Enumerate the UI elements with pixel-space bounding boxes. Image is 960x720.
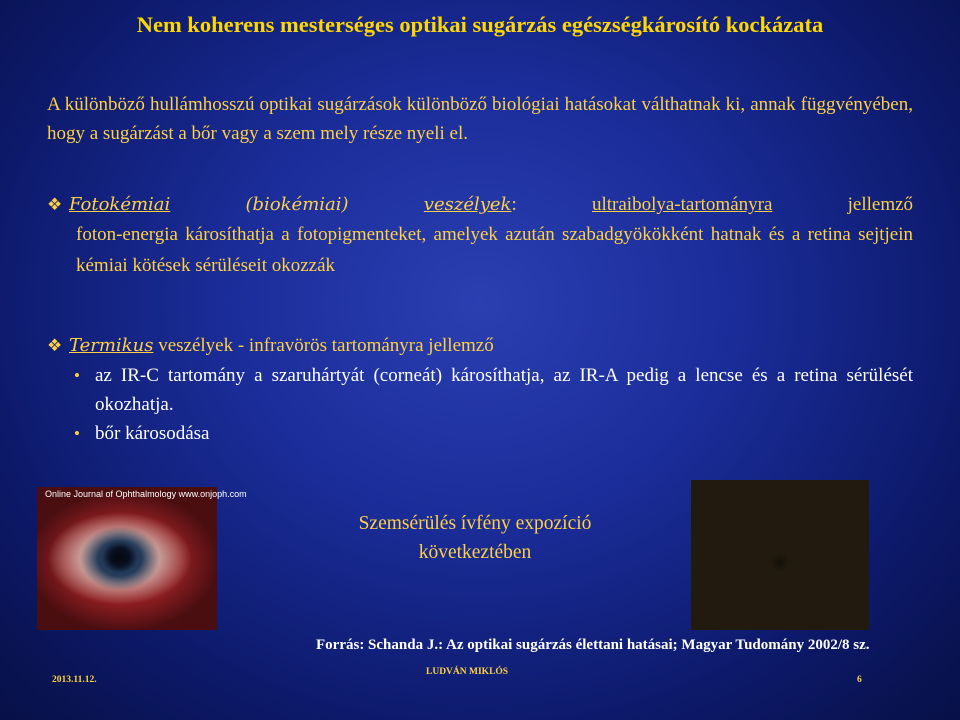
dot-bullet-icon: • xyxy=(74,366,80,385)
thermal-description: veszélyek - infravörös tartományra jellemző xyxy=(153,335,494,356)
thermal-sub-list xyxy=(74,361,913,448)
sub-item-text: az IR-C tartomány a szaruhártyát (corneát) károsíthatja, az IR-A pedig a lencse és a retina sérülését okozhatja. xyxy=(95,365,913,415)
intro-paragraph: A különböző hullámhosszú optikai sugárzások különböző biológiai hatásokat válthatnak ki, annak függvényében, hogy a sugárzást a bőr vagy a szem mely része nyeli el. xyxy=(47,94,913,144)
bullet-thermal xyxy=(47,330,913,448)
bullet-photochemical xyxy=(47,190,913,281)
colon: : xyxy=(511,194,517,215)
bullet-photochemical-body: foton-energia károsíthatja a fotopigmenteket, amelyek azután szabadgyökökként hatnak és a retina sejtjein kémiai kötések sérüléseit okozzák xyxy=(76,224,913,276)
term-photochemical: Fotokémiai xyxy=(69,194,171,215)
bullet-photochemical-heading xyxy=(47,190,913,219)
sub-item-ir-c xyxy=(74,361,913,419)
sub-item-skin xyxy=(74,419,913,448)
eye-injury-photo-left xyxy=(37,487,247,630)
term-biochemical: (biokémiai) xyxy=(245,194,349,215)
footer-page-number: 6 xyxy=(857,675,862,685)
term-uv-range: ultraibolya-tartományra xyxy=(591,194,773,215)
slide-title: Nem koherens mesterséges optikai sugárzás egészségkárosító kockázata xyxy=(136,12,824,37)
term-characteristic: jellemző xyxy=(847,194,914,215)
diamond-bullet-icon: ❖ xyxy=(47,195,63,214)
term-hazards: veszélyek xyxy=(423,194,512,215)
photo-watermark: Online Journal of Ophthalmology www.onjoph.com xyxy=(45,489,247,499)
bullet-thermal-heading xyxy=(47,330,913,361)
eye-injury-photo-right xyxy=(691,480,869,630)
term-thermal: Termikus xyxy=(69,335,154,356)
footer-author: LUDVÁN MIKLÓS xyxy=(426,667,509,677)
sub-item-text: bőr károsodása xyxy=(95,423,210,444)
source-citation: Forrás: Schanda J.: Az optikai sugárzás élettani hatásai; Magyar Tudomány 2002/8 sz. xyxy=(316,637,870,653)
dot-bullet-icon: • xyxy=(74,424,80,443)
footer-date: 2013.11.12. xyxy=(52,675,97,685)
photo-caption: Szemsérülés ívfény expozíció következtében xyxy=(358,513,592,563)
diamond-bullet-icon: ❖ xyxy=(47,336,63,355)
